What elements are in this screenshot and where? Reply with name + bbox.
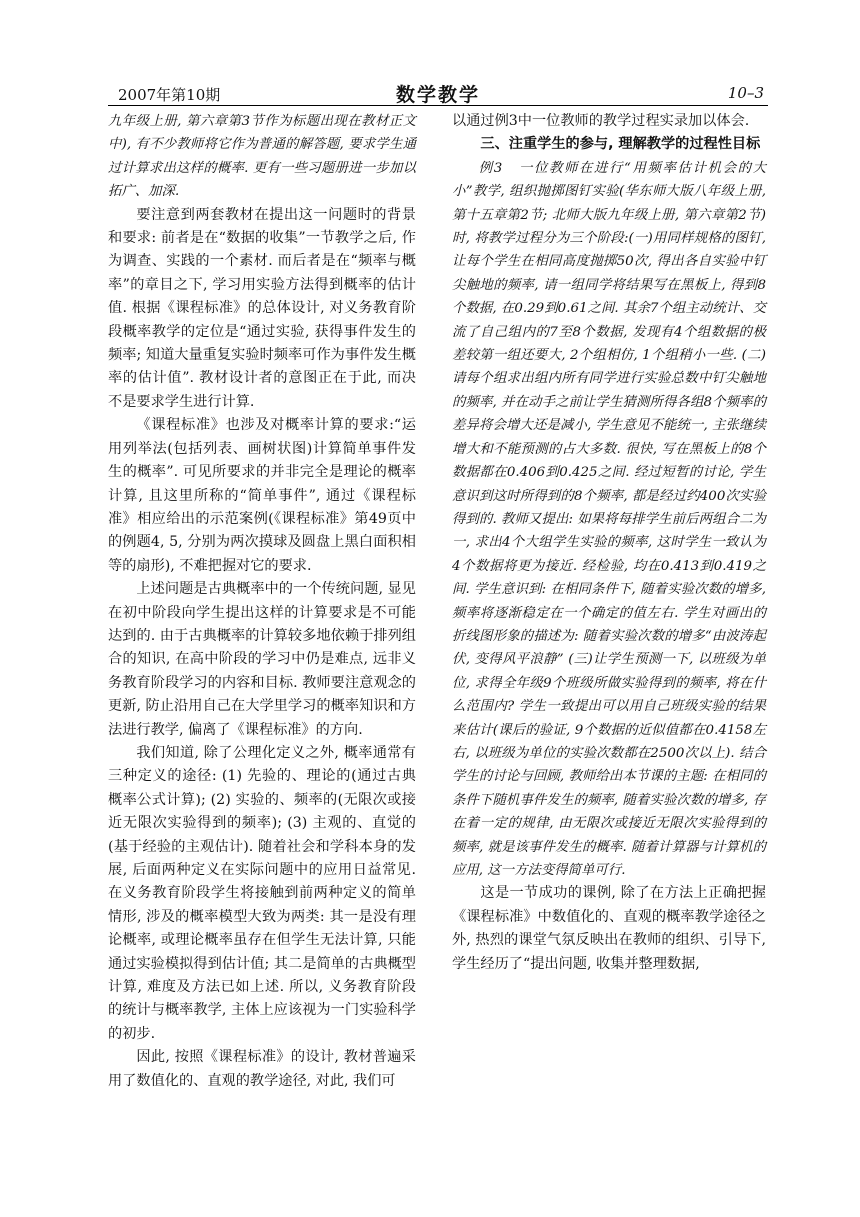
right-column [452, 110, 766, 976]
example-3: 例3 一位教师在进行“用频率估计机会的大小”教学, 组织抛掷图钉实验(华东师大版八年级上册, 第十五章第2节; 北师大版九年级上册, 第六章第2节)时, 将教学过程分为三个阶段:(一)用同样规格的图钉, 让每个学生在相同高度抛掷50次, 得出各自实验中钉尖触地的频率, 请一组同学将结果写在黑板上, 得到8个数据, 在0.29到0.61之间. 其余7个组主动统计、交流了自己组内的7至8个数据, 发现有4个组数据的极差较第一组还要大, 2个组相仿, 1个组稍小一些. (二)请每个组求出组内所有同学进行实验总数中钉尖触地的频率, 并在动手之前让学生猜测所得各组8个频率的差异将会增大还是减小, 学生意见不能统一, 主张继续增大和不能预测的占大多数. 很快, 写在黑板上的8个数据都在0.406到0.425之间. 经过短暂的讨论, 学生意识到这时所得到的8个频率, 都是经过约400次实验得到的. 教师又提出: 如果将每排学生前后两组合二为一, 求出4个大组学生实验的频率, 这时学生一致认为4个数据将更为接近. 经检验, 均在0.413到0.419之间. 学生意识到: 在相同条件下, 随着实验次数的增多, 频率将逐渐稳定在一个确定的值左右. 学生对画出的折线图形象的描述为: 随着实验次数的增多“由波涛起伏, 变得风平浪静” (三)让学生预测一下, 以班级为单位, 求得全年级9个班级所做实验得到的频率, 将在什么范围内? 学生一致提出可以用自己班级实验的结果来估计(课后的验证, 9个数据的近似值都在0.4158左右, 以班级为单位的实验次数都在2500次以上). 结合学生的讨论与回顾, 教师给出本节课的主题: 在相同的条件下随机事件发生的频率, 随着实验次数的增多, 存在着一定的规律, 由无限次或接近无限次实验得到的频率, 就是该事件发生的概率. 随着计算器与计算机的应用, 这一方法变得简单可行. [452, 160, 766, 878]
journal-title: 数学教学 [395, 84, 480, 106]
right-paragraph-continued: 以通过例3中一位教师的教学过程实录加以体会. [452, 113, 750, 129]
left-column [108, 110, 416, 1093]
right-paragraph-2: 这是一节成功的课例, 除了在方法上正确把握《课程标准》中数值化的、直观的概率教学途径之外, 热烈的课堂气氛反映出在教师的组织、引导下, 学生经历了“提出问题, 收集并整理数据, [452, 885, 766, 972]
left-paragraph-3: 《课程标准》也涉及对概率计算的要求:“运用列举法(包括列表、画树状图)计算简单事件发生的概率”. 可见所要求的并非完全是理论的概率计算, 且这里所称的“简单事件”, 通过《课程标准》相应给出的示范案例(《课程标准》第49页中的例题4, 5, 分别为两次摸球及圆盘上黑白面积相等的扇形), 不难把握对它的要求. [108, 417, 416, 574]
left-paragraph-4: 上述问题是古典概率中的一个传统问题, 显见在初中阶段向学生提出这样的计算要求是不可能达到的. 由于古典概率的计算较多地依赖于排列组合的知识, 在高中阶段的学习中仍是难点, 远非义务教育阶段学习的内容和目标. 教师要注意观念的更新, 防止沿用自己在大学里学习的概率知识和方法进行教学, 偏离了《课程标准》的方向. [108, 581, 416, 738]
section-heading: 三、注重学生的参与, 理解教学的过程性目标 [480, 136, 761, 153]
left-paragraph-continued: 九年级上册, 第六章第3节作为标题出现在教材正文中), 有不少教师将它作为普通的解答题, 要求学生通过计算求出这样的概率. 更有一些习题册进一步加以拓广、加深. [108, 114, 416, 200]
left-paragraph-5: 我们知道, 除了公理化定义之外, 概率通常有三种定义的途径: (1) 先验的、理论的(通过古典概率公式计算); (2) 实验的、频率的(无限次或接近无限次实验得到的频率); (3) 主观的、直觉的(基于经验的主观估计). 随着社会和学科本身的发展, 后面两种定义在实际问题中的应用日益常见. 在义务教育阶段学生将接触到前两种定义的简单情形, 涉及的概率模型大致为两类: 其一是没有理论概率, 或理论概率虽存在但学生无法计算, 只能通过实验模拟得到估计值; 其二是简单的古典概型计算, 难度及方法已如上述. 所以, 义务教育阶段的统计与概率教学, 主体上应该视为一门实验科学的初步. [108, 744, 416, 1042]
left-paragraph-2: 要注意到两套教材在提出这一问题时的背景和要求: 前者是在“数据的收集”一节教学之后, 作为调查、实践的一个素材. 而后者是在“频率与概率”的章目之下, 学习用实验方法得到概率的估计值. 根据《课程标准》的总体设计, 对义务教育阶段概率教学的定位是“通过实验, 获得事件发生的频率; 知道大量重复实验时频率可作为事件发生概率的估计值”. 教材设计者的意图正在于此, 而决不是要求学生进行计算. [108, 206, 416, 410]
running-header [108, 78, 768, 108]
page-number: 10–3 [727, 84, 764, 102]
left-paragraph-6: 因此, 按照《课程标准》的设计, 教材普遍采用了数值化的、直观的教学途径, 对此, 我们可 [108, 1049, 416, 1089]
issue-label: 2007年第10期 [118, 86, 221, 104]
header-rule [108, 105, 768, 106]
